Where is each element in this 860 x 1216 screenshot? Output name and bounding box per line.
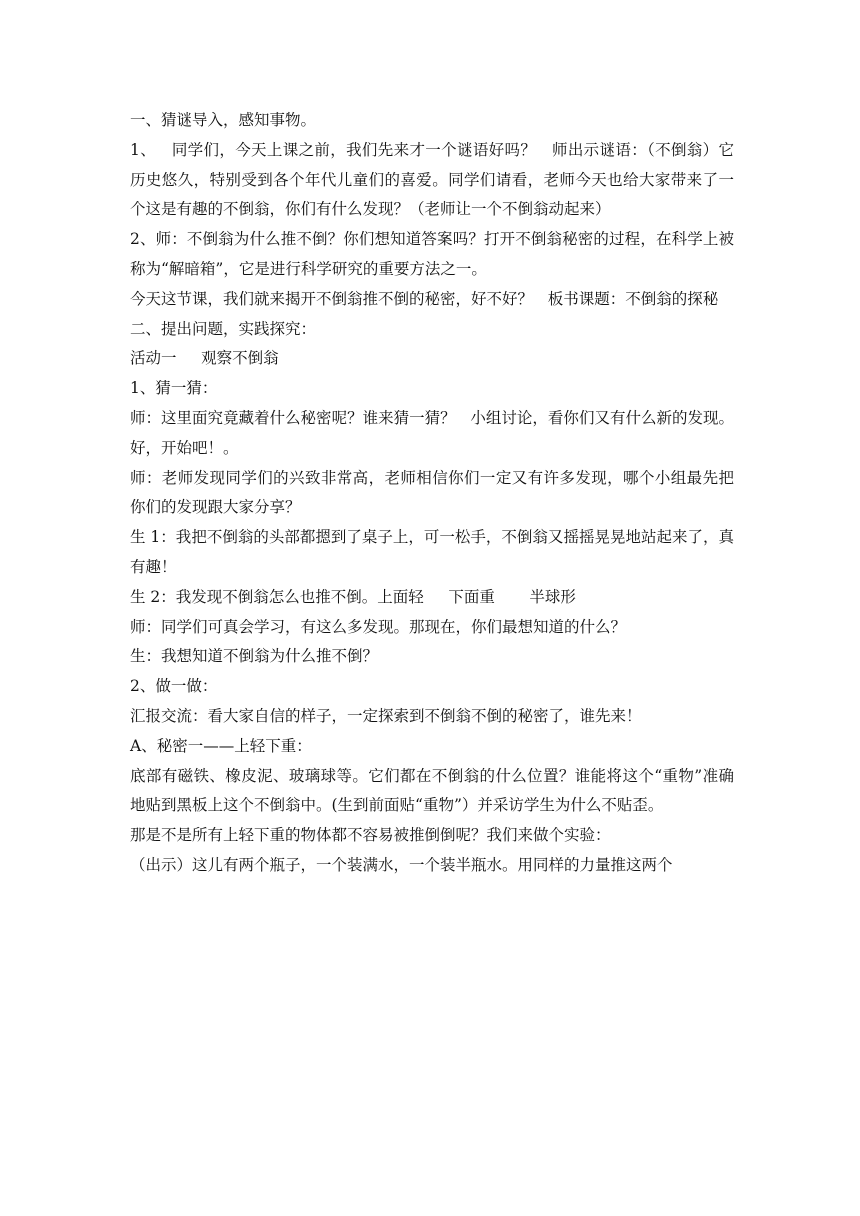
paragraph: 那是不是所有上轻下重的物体都不容易被推倒倒呢？我们来做个实验： [130,826,611,845]
paragraph: 2、师：不倒翁为什么推不倒？你们想知道答案吗？打开不倒翁秘密的过程，在科学上被称为“解暗箱”，它是进行科学研究的重要方法之一。 [130,230,734,278]
paragraph: 底部有磁铁、橡皮泥、玻璃球等。它们都在不倒翁的什么位置？谁能将这个“重物”准确地贴到黑板上这个不倒翁中。(生到前面贴“重物”）并采访学生为什么不贴歪。 [130,766,734,815]
step-heading: 2、做一做： [130,677,218,696]
paragraph: 师：这里面究竟藏着什么秘密呢？谁来猜一猜？ 小组讨论，看你们又有什么新的发现。好，开始吧！。 [130,408,734,457]
document-body [130,106,734,881]
section-heading: 二、提出问题，实践探究： [130,319,317,338]
paragraph: 今天这节课，我们就来揭开不倒翁推不倒的秘密，好不好？ 板书课题：不倒翁的探秘 [130,289,719,308]
paragraph: 汇报交流：看大家自信的样子，一定探索到不倒翁不倒的秘密了，谁先来！ [130,706,642,725]
paragraph: 生 2：我发现不倒翁怎么也推不倒。上面轻 下面重 半球形 [130,587,576,606]
step-heading: 1、猜一猜： [130,379,218,398]
paragraph: 师：老师发现同学们的兴致非常高，老师相信你们一定又有许多发现，哪个小组最先把你们的发现跟大家分享？ [130,468,734,517]
section-heading: 一、猜谜导入，感知事物。 [130,111,317,129]
paragraph: 师：同学们可真会学习，有这么多发现。那现在，你们最想知道的什么？ [130,617,627,636]
subsection-heading: A、秘密一——上轻下重： [130,736,312,755]
activity-heading: 活动一 观察不倒翁 [130,349,279,368]
paragraph: 生：我想知道不倒翁为什么推不倒？ [130,647,379,666]
paragraph: （出示）这儿有两个瓶子，一个装满水，一个装半瓶水。用同样的力量推这两个 [130,855,673,874]
paragraph: 1、 同学们，今天上课之前，我们先来才一个谜语好吗？ 师出示谜语：（不倒翁）它历史悠久，特别受到各个年代儿童们的喜爱。同学们请看，老师今天也给大家带来了一个这是有趣的不倒翁，你们有什么发现？（老师让一个不倒翁动起来） [130,140,734,219]
paragraph: 生 1：我把不倒翁的头部都摁到了桌子上，可一松手，不倒翁又摇摇晃晃地站起来了，真有趣！ [130,528,734,576]
